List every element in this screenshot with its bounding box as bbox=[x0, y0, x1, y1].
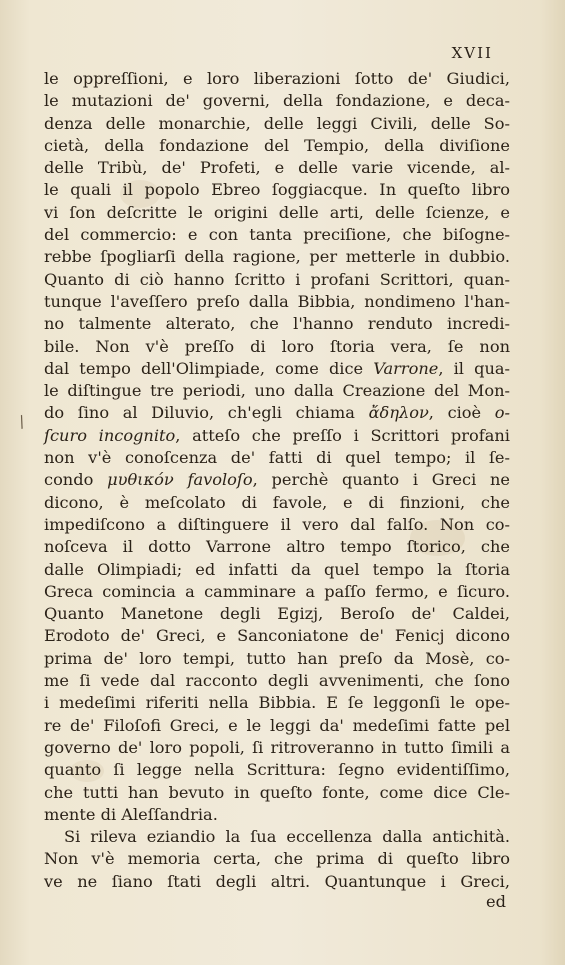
text-line: Greca comincia a camminare a paſſo fermo, e ſicuro. bbox=[44, 581, 510, 601]
text-line: dalle Olimpiadi; ed infatti da quel tempo la ſtoria bbox=[44, 559, 510, 579]
text-line: quanto ſi legge nella Scrittura: ſegno evidentiſſimo, bbox=[44, 760, 510, 780]
text-line: me ſi vede dal racconto degli avvenimenti, che ſono bbox=[44, 671, 510, 691]
text-line: rebbe ſpogliarſi della ragione, per metterle in dubbio. bbox=[44, 247, 510, 267]
margin-mark: / bbox=[15, 411, 28, 432]
text-line: ve ne ſiano ſtati degli altri. Quantunque i Greci, bbox=[44, 871, 510, 891]
text-line: tunque l'aveſſero preſo dalla Bibbia, nondimeno l'han- bbox=[44, 291, 510, 311]
text-line: Quanto di ciò hanno ſcritto i profani Scrittori, quan- bbox=[44, 269, 510, 289]
text-line: le quali il popolo Ebreo ſoggiacque. In queſto libro bbox=[44, 180, 510, 200]
text-line: Si rileva eziandio la ſua eccellenza dalla antichità. bbox=[64, 827, 510, 847]
text-line: noſceva il dotto Varrone altro tempo ſtorico, che bbox=[44, 537, 510, 557]
text-line: ſcuro incognito, atteſo che preſſo i Scrittori profani bbox=[44, 425, 510, 445]
catchword: ed bbox=[486, 891, 506, 911]
text-line: le oppreſſioni, e loro liberazioni ſotto de' Giudici, bbox=[44, 69, 510, 88]
text-line: dicono, è meſcolato di favole, e di finzioni, che bbox=[44, 492, 510, 512]
text-line: governo de' loro popoli, ſi ritroveranno in tutto ſimili a bbox=[44, 737, 510, 757]
text-line: delle Tribù, de' Profeti, e delle varie vicende, al- bbox=[44, 158, 510, 178]
text-line: che tutti han bevuto in queſto fonte, come dice Cle- bbox=[44, 782, 510, 802]
text-line: impediſcono a diſtinguere il vero dal falſo. Non co- bbox=[44, 514, 510, 534]
text-line: mente di Aleſſandria. bbox=[44, 804, 218, 824]
text-line: dal tempo dell'Olimpiade, come dice Varrone, il qua- bbox=[44, 358, 511, 378]
text-line: non v'è conoſcenza de' fatti di quel tempo; il ſe- bbox=[44, 448, 510, 468]
page-number: XVII bbox=[451, 44, 493, 62]
text-line: re de' Filoſofi Greci, e le leggi da' medeſimi fatte pel bbox=[44, 715, 510, 735]
text-line: bile. Non v'è preſſo di loro ſtoria vera, ſe non bbox=[44, 336, 510, 356]
text-line: no talmente alterato, che l'hanno renduto incredi- bbox=[44, 314, 510, 334]
text-line: condo μυθικόν favoloſo, perchè quanto i Greci ne bbox=[44, 470, 510, 490]
text-line: del commercio: e con tanta preciſione, che biſogne- bbox=[44, 225, 510, 245]
text-line: prima de' loro tempi, tutto han preſo da Mosè, co- bbox=[44, 648, 510, 668]
text-line: Quanto Manetone degli Egizj, Beroſo de' Caldei, bbox=[44, 604, 510, 624]
text-line: le diſtingue tre periodi, uno dalla Creazione del Mon- bbox=[44, 381, 510, 401]
text-line: Erodoto de' Greci, e Sanconiatone de' Fenicj dicono bbox=[44, 626, 510, 646]
body-text bbox=[44, 68, 510, 913]
text-line: le mutazioni de' governi, della fondazione, e deca- bbox=[44, 91, 510, 111]
text-line: i medeſimi riferiti nella Bibbia. E ſe leggonſi le ope- bbox=[44, 693, 510, 713]
text-line: denza delle monarchie, delle leggi Civili, delle So- bbox=[44, 113, 510, 133]
text-line: do ſino al Diluvio, ch'egli chiama ἄδηλον, cioè o- bbox=[44, 403, 510, 423]
text-line: Non v'è memoria certa, che prima di queſto libro bbox=[44, 849, 510, 869]
text-line: vi ſon deſcritte le origini delle arti, delle ſcienze, e bbox=[44, 202, 510, 222]
text-line: cietà, della fondazione del Tempio, della diviſione bbox=[44, 135, 510, 155]
